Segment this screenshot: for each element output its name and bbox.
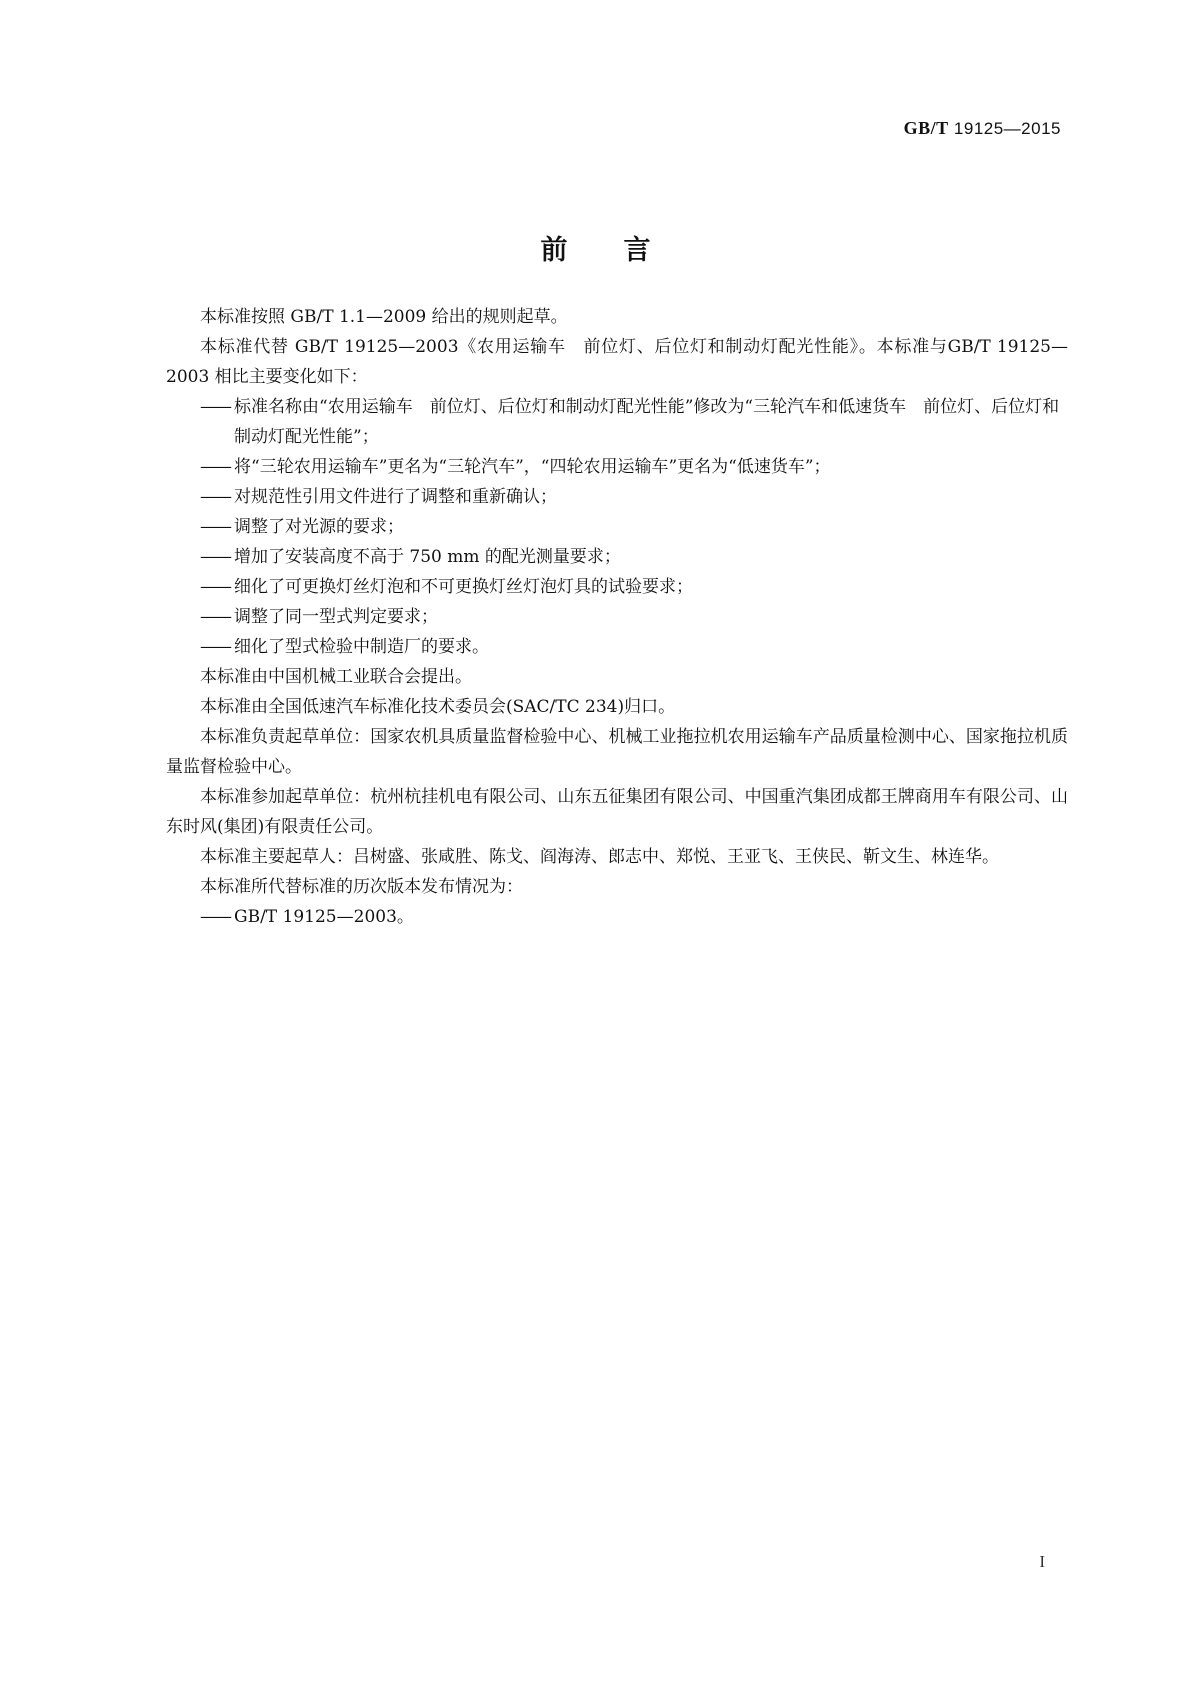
foreword-body xyxy=(166,302,1068,932)
changes-list xyxy=(166,392,1068,662)
dash-marker: —— xyxy=(200,637,230,657)
paragraph-drafting-rules: 本标准按照 GB/T 1.1—2009 给出的规则起草。 xyxy=(200,307,568,327)
dash-marker: —— xyxy=(200,457,230,477)
list-item: —— GB/T 19125—2003。 xyxy=(166,902,1068,932)
dash-marker: —— xyxy=(200,907,230,927)
previous-versions-list xyxy=(166,902,1068,932)
page-title: 前言 xyxy=(540,235,707,266)
paragraph-replacement: 本标准代替 GB/T 19125—2003《农用运输车 前位灯、后位灯和制动灯配光性能》。本标准与GB/T 19125—2003 相比主要变化如下： xyxy=(166,337,1068,387)
standard-number: 19125—2015 xyxy=(953,119,1061,138)
paragraph-lead-drafters: 本标准负责起草单位：国家农机具质量监督检验中心、机械工业拖拉机农用运输车产品质量检测中心、国家拖拉机质量监督检验中心。 xyxy=(166,727,1068,777)
paragraph-administered-by: 本标准由全国低速汽车标准化技术委员会(SAC/TC 234)归口。 xyxy=(200,697,676,717)
dash-marker: —— xyxy=(200,547,230,567)
dash-marker: —— xyxy=(200,487,230,507)
list-item: —— 细化了可更换灯丝灯泡和不可更换灯丝灯泡灯具的试验要求； xyxy=(166,572,1068,602)
paragraph-participating-drafters: 本标准参加起草单位：杭州杭挂机电有限公司、山东五征集团有限公司、中国重汽集团成都王牌商用车有限公司、山东时风(集团)有限责任公司。 xyxy=(166,787,1068,837)
list-item: —— 将“三轮农用运输车”更名为“三轮汽车”，“四轮农用运输车”更名为“低速货车”； xyxy=(166,452,1068,482)
page-header xyxy=(904,118,1061,139)
page-number: I xyxy=(1039,1552,1045,1571)
paragraph-proposed-by: 本标准由中国机械工业联合会提出。 xyxy=(200,667,472,687)
dash-marker: —— xyxy=(200,517,230,537)
dash-marker: —— xyxy=(200,397,230,417)
list-item: —— 增加了安装高度不高于 750 mm 的配光测量要求； xyxy=(166,542,1068,572)
list-item: —— 标准名称由“农用运输车 前位灯、后位灯和制动灯配光性能”修改为“三轮汽车和低速货车 前位灯、后位灯和制动灯配光性能”； xyxy=(166,392,1068,452)
list-item: —— 调整了同一型式判定要求； xyxy=(166,602,1068,632)
standard-code: GB/T xyxy=(903,118,949,138)
dash-marker: —— xyxy=(200,577,230,597)
dash-marker: —— xyxy=(200,607,230,627)
list-item: —— 细化了型式检验中制造厂的要求。 xyxy=(166,632,1068,662)
list-item: —— 对规范性引用文件进行了调整和重新确认； xyxy=(166,482,1068,512)
paragraph-main-drafters: 本标准主要起草人：吕树盛、张咸胜、陈戈、阎海涛、郎志中、郑悦、王亚飞、王侠民、靳文生、林连华。 xyxy=(200,847,999,867)
paragraph-previous-versions: 本标准所代替标准的历次版本发布情况为： xyxy=(200,877,523,897)
list-item: —— 调整了对光源的要求； xyxy=(166,512,1068,542)
